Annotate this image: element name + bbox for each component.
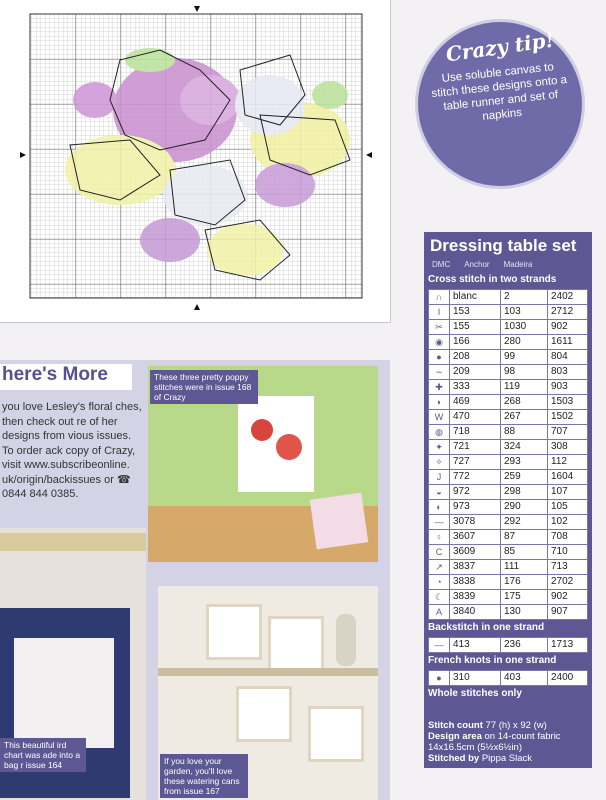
anchor-cell: 119	[501, 380, 548, 395]
section-french-knots: French knots in one strand	[424, 653, 592, 670]
anchor-cell: 290	[501, 500, 548, 515]
backstitch-table	[428, 637, 588, 653]
table-row	[429, 530, 588, 545]
table-row	[429, 395, 588, 410]
symbol-cell: —	[429, 515, 450, 530]
dmc-cell: 973	[450, 500, 501, 515]
anchor-cell: 2	[501, 290, 548, 305]
symbol-cell: —	[429, 638, 450, 653]
symbol-cell: ◉	[429, 335, 450, 350]
symbol-cell: ♀	[429, 530, 450, 545]
theres-more-heading: here's More	[0, 364, 132, 390]
symbol-cell: ∼	[429, 365, 450, 380]
design-area-value: on 14-count fabric 14x16.5cm (5½x6½in)	[428, 731, 561, 753]
madeira-cell: 2400	[548, 671, 588, 686]
col-anchor: Anchor	[464, 260, 490, 269]
madeira-cell: 708	[548, 530, 588, 545]
dmc-cell: 727	[450, 455, 501, 470]
tip-body: Use soluble canvas to stitch these designs onto a table runner and set of napkins	[430, 61, 568, 123]
table-row	[429, 560, 588, 575]
dmc-cell: 208	[450, 350, 501, 365]
dmc-cell: 3838	[450, 575, 501, 590]
dmc-cell: 153	[450, 305, 501, 320]
dmc-cell: blanc	[450, 290, 501, 305]
caption-poppy: These three pretty poppy stitches were in issue 168 of Crazy	[150, 370, 258, 404]
design-area-label: Design area	[428, 731, 482, 742]
symbol-cell: ✧	[429, 455, 450, 470]
table-row	[429, 500, 588, 515]
table-row	[429, 470, 588, 485]
symbol-cell: ◗	[429, 395, 450, 410]
dmc-cell: 3840	[450, 605, 501, 620]
symbol-cell: ↗	[429, 560, 450, 575]
col-dmc: DMC	[432, 260, 451, 269]
section-whole-stitches: Whole stitches only	[424, 686, 592, 703]
thread-key-panel	[424, 232, 592, 768]
symbol-cell: I	[429, 305, 450, 320]
dmc-cell: 470	[450, 410, 501, 425]
table-row	[429, 305, 588, 320]
table-row	[429, 335, 588, 350]
table-row	[429, 485, 588, 500]
dmc-cell: 772	[450, 470, 501, 485]
anchor-cell: 280	[501, 335, 548, 350]
symbol-cell: ✚	[429, 380, 450, 395]
symbol-cell: A	[429, 605, 450, 620]
table-row	[429, 638, 588, 653]
dmc-cell: 333	[450, 380, 501, 395]
anchor-cell: 236	[501, 638, 548, 653]
symbol-cell: ●	[429, 671, 450, 686]
tip-title: Crazy tip!	[444, 27, 556, 67]
anchor-cell: 130	[501, 605, 548, 620]
table-row	[429, 350, 588, 365]
anchor-cell: 1030	[501, 320, 548, 335]
madeira-cell: 2702	[548, 575, 588, 590]
anchor-cell: 293	[501, 455, 548, 470]
madeira-cell: 102	[548, 515, 588, 530]
table-row	[429, 605, 588, 620]
table-row	[429, 365, 588, 380]
table-row	[429, 320, 588, 335]
symbol-cell: ✦	[429, 440, 450, 455]
table-row	[429, 515, 588, 530]
symbol-cell: ◒	[429, 485, 450, 500]
madeira-cell: 902	[548, 320, 588, 335]
anchor-cell: 298	[501, 485, 548, 500]
madeira-cell: 903	[548, 380, 588, 395]
table-row	[429, 410, 588, 425]
madeira-cell: 1604	[548, 470, 588, 485]
dmc-cell: 972	[450, 485, 501, 500]
table-row	[429, 575, 588, 590]
table-row	[429, 545, 588, 560]
key-title: Dressing table set	[430, 236, 577, 255]
madeira-cell: 710	[548, 545, 588, 560]
caption-garden: If you love your garden, you'll love these watering cans from issue 167	[160, 754, 248, 798]
madeira-cell: 707	[548, 425, 588, 440]
dmc-cell: 718	[450, 425, 501, 440]
anchor-cell: 403	[501, 671, 548, 686]
cross-stitch-table	[428, 289, 588, 620]
key-column-headers	[424, 260, 592, 272]
theres-more-panel	[0, 360, 390, 800]
table-row	[429, 425, 588, 440]
dmc-cell: 3837	[450, 560, 501, 575]
table-row	[429, 290, 588, 305]
madeira-cell: 1611	[548, 335, 588, 350]
symbol-cell: ◔	[429, 575, 450, 590]
anchor-cell: 98	[501, 365, 548, 380]
madeira-cell: 1502	[548, 410, 588, 425]
madeira-cell: 2712	[548, 305, 588, 320]
madeira-cell: 107	[548, 485, 588, 500]
caption-bag: This beautiful ird chart was ade into a bag r issue 164	[0, 738, 86, 772]
cross-stitch-chart	[0, 0, 391, 323]
dmc-cell: 209	[450, 365, 501, 380]
symbol-cell: ∩	[429, 290, 450, 305]
symbol-cell: ◍	[429, 425, 450, 440]
madeira-cell: 902	[548, 590, 588, 605]
symbol-cell: ✂	[429, 320, 450, 335]
dmc-cell: 3607	[450, 530, 501, 545]
anchor-cell: 175	[501, 590, 548, 605]
symbol-cell: ◐	[429, 500, 450, 515]
dmc-cell: 413	[450, 638, 501, 653]
madeira-cell: 907	[548, 605, 588, 620]
table-row	[429, 455, 588, 470]
anchor-cell: 85	[501, 545, 548, 560]
dmc-cell: 155	[450, 320, 501, 335]
table-row	[429, 440, 588, 455]
anchor-cell: 292	[501, 515, 548, 530]
col-madeira: Madeira	[503, 260, 533, 269]
dmc-cell: 3839	[450, 590, 501, 605]
table-row	[429, 671, 588, 686]
symbol-cell: ●	[429, 350, 450, 365]
theres-more-text: you love Lesley's floral ches, then check out re of her designs from vious issues. To order ack copy of Crazy, visit www.subscribeonline. uk/origin/backissues or ☎ 0844 844 0385.	[2, 401, 142, 500]
anchor-cell: 259	[501, 470, 548, 485]
madeira-cell: 2402	[548, 290, 588, 305]
dmc-cell: 310	[450, 671, 501, 686]
dmc-cell: 3078	[450, 515, 501, 530]
anchor-cell: 87	[501, 530, 548, 545]
section-backstitch: Backstitch in one strand	[424, 620, 592, 637]
stitched-by-label: Stitched by	[428, 753, 480, 764]
madeira-cell: 804	[548, 350, 588, 365]
table-row	[429, 590, 588, 605]
stitch-count-label: Stitch count	[428, 720, 483, 731]
madeira-cell: 112	[548, 455, 588, 470]
key-footer	[428, 720, 588, 764]
symbol-cell: J	[429, 470, 450, 485]
anchor-cell: 103	[501, 305, 548, 320]
anchor-cell: 111	[501, 560, 548, 575]
anchor-cell: 176	[501, 575, 548, 590]
dmc-cell: 469	[450, 395, 501, 410]
symbol-cell: W	[429, 410, 450, 425]
madeira-cell: 1503	[548, 395, 588, 410]
dmc-cell: 721	[450, 440, 501, 455]
anchor-cell: 324	[501, 440, 548, 455]
french-knots-table	[428, 670, 588, 686]
stitch-count-value: 77 (h) x 92 (w)	[485, 720, 547, 731]
table-row	[429, 380, 588, 395]
symbol-cell: ☾	[429, 590, 450, 605]
madeira-cell: 803	[548, 365, 588, 380]
anchor-cell: 88	[501, 425, 548, 440]
chart-grid	[0, 0, 390, 322]
madeira-cell: 308	[548, 440, 588, 455]
section-cross-stitch: Cross stitch in two strands	[424, 272, 592, 289]
madeira-cell: 713	[548, 560, 588, 575]
symbol-cell: C	[429, 545, 450, 560]
anchor-cell: 268	[501, 395, 548, 410]
dmc-cell: 166	[450, 335, 501, 350]
poppy-chart-frame	[238, 396, 314, 492]
crazy-tip-badge	[418, 22, 582, 186]
anchor-cell: 99	[501, 350, 548, 365]
dmc-cell: 3609	[450, 545, 501, 560]
madeira-cell: 105	[548, 500, 588, 515]
anchor-cell: 267	[501, 410, 548, 425]
madeira-cell: 1713	[548, 638, 588, 653]
stitched-by-value: Pippa Slack	[481, 753, 533, 764]
